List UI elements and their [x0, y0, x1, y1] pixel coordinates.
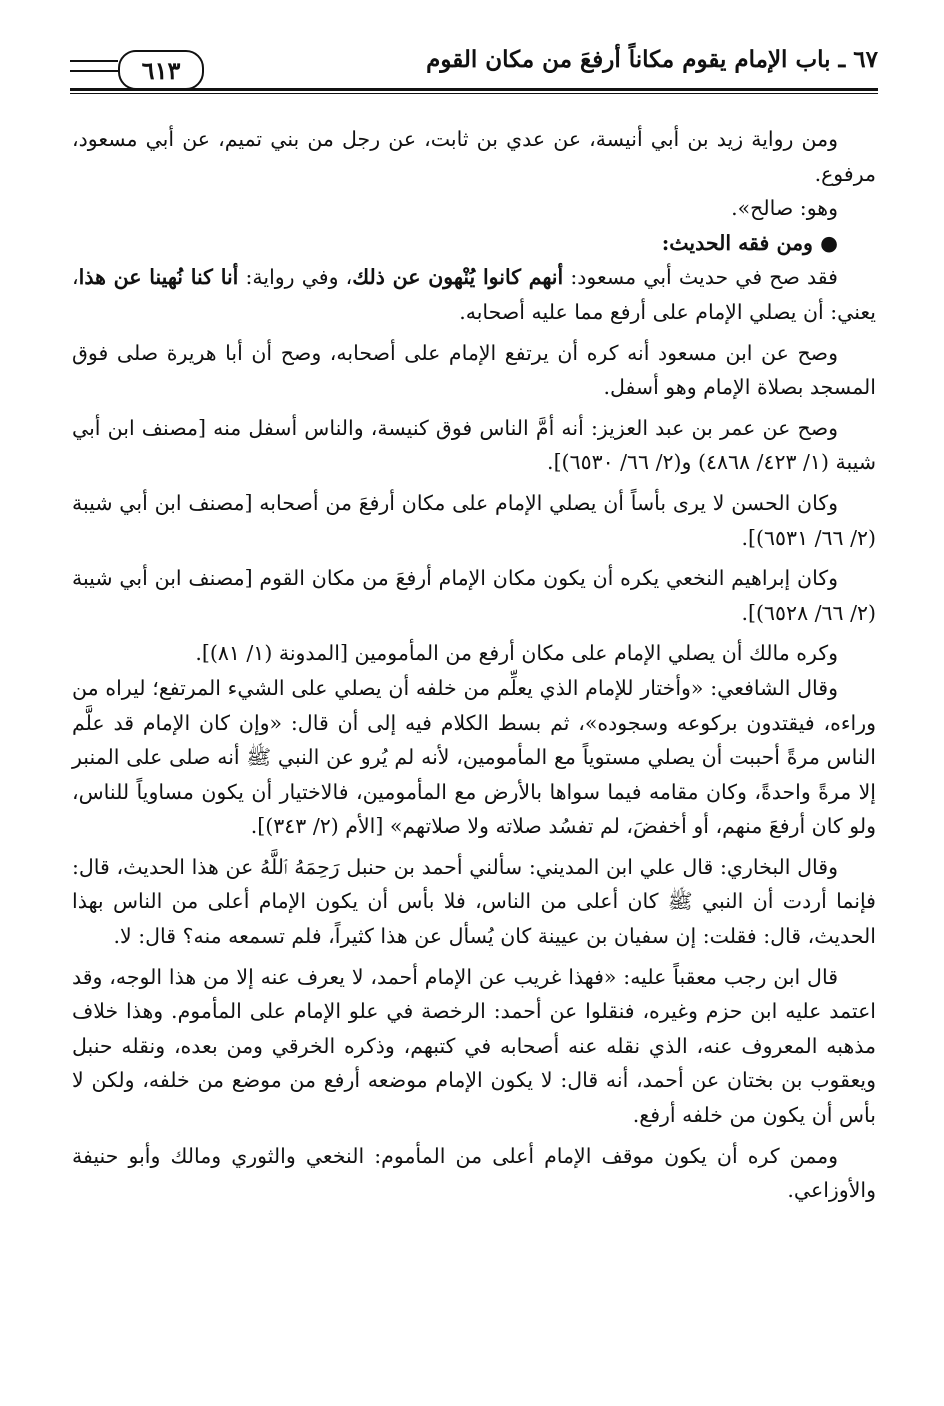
paragraph-11: قال ابن رجب معقباً عليه: «فهذا غريب عن الإمام أحمد، لا يعرف عنه إلا من هذا الوجه، وقد اعتمد عليه ابن حزم وغيره، فنقلوا عن أحمد: الرخصة في علو الإمام على المأموم. وهذا خلاف مذهبه المعروف عنه، الذي نقله عنه أصحابه في كتبهم، وذكره الخرقي ومن بعده، ونقله حنبل ويعقوب بن بختان عن أحمد، أنه قال: لا يكون الإمام موضعه أرفع من موضع من خلفه، ولكن لا بأس أن يكون من خلفه أرفع.	[72, 964, 876, 1128]
paragraph-3	[72, 260, 876, 329]
page-body	[72, 122, 876, 1208]
paragraph-10: وقال البخاري: قال علي ابن المديني: سألني أحمد بن حنبل رَحِمَهُ ٱللَّهُ عن هذا الحديث، قال: فإنما أردت أن النبي ﷺ كان أعلى من الناس، فلا بأس أن يكون الإمام أعلى من الناس بهذا الحديث، قال: فقلت: إن سفيان بن عيينة كان يُسأل عن هذا كثيراً، فلم تسمعه منه؟ قال: لا.	[72, 854, 876, 949]
paragraph-3-end: ، يعني: أن يصلي الإمام على أرفع مما عليه أصحابه.	[72, 265, 876, 324]
paragraph-6: وكان الحسن لا يرى بأساً أن يصلي الإمام على مكان أرفعَ من أصحابه [مصنف ابن أبي شيبة (٢/ ٦٦/ ٦٥٣١)].	[72, 490, 876, 550]
paragraph-3-mid: ، وفي رواية:	[238, 265, 353, 290]
paragraph-3-quote-2: أنا كنا نُهينا عن هذا	[78, 265, 239, 290]
paragraph-2: وهو: صالح».	[731, 196, 838, 221]
section-heading: ● ومن فقه الحديث:	[661, 230, 838, 255]
paragraph-3-quote-1: أنهم كانوا يُنْهون عن ذلك	[352, 265, 564, 290]
paragraph-8: وكره مالك أن يصلي الإمام على مكان أرفع من المأمومين [المدونة (١/ ٨١)].	[195, 641, 838, 666]
paragraph-12: وممن كره أن يكون موقف الإمام أعلى من المأموم: النخعي والثوري ومالك وأبو حنيفة والأوزاعي.	[72, 1143, 876, 1203]
paragraph-5: وصح عن عمر بن عبد العزيز: أنه أمَّ الناس فوق كنيسة، والناس أسفل منه [مصنف ابن أبي شيبة (١/ ٤٢٣/ ٤٨٦٨) و(٢/ ٦٦/ ٦٥٣٠)].	[72, 415, 876, 475]
paragraph-4: وصح عن ابن مسعود أنه كره أن يرتفع الإمام على أصحابه، وصح أن أبا هريرة صلى فوق المسجد بصلاة الإمام وهو أسفل.	[72, 340, 876, 400]
header-rule-thin	[70, 93, 878, 94]
header-rule	[70, 88, 878, 91]
chapter-title: ٦٧ ـ باب الإمام يقوم مكاناً أرفعَ من مكان القوم	[426, 46, 878, 73]
paragraph-3-intro: فقد صح في حديث أبي مسعود:	[563, 265, 838, 290]
page-number: ٦١٣	[118, 50, 204, 90]
paragraph-7: وكان إبراهيم النخعي يكره أن يكون مكان الإمام أرفعَ من مكان القوم [مصنف ابن أبي شيبة (٢/ ٦٦/ ٦٥٢٨)].	[72, 566, 876, 625]
paragraph-1: ومن رواية زيد بن أبي أنيسة، عن عدي بن ثابت، عن رجل من بني تميم، عن أبي مسعود، مرفوع.	[72, 127, 876, 186]
paragraph-9: وقال الشافعي: «وأختار للإمام الذي يعلِّم من خلفه أن يصلي على الشيء المرتفع؛ ليراه من وراءه، فيقتدون بركوعه وسجوده»، ثم بسط الكلام فيه إلى أن قال: «وإن كان الإمام قد علَّم الناس مرةً أحببت أن يصلي مستوياً مع المأمومين، لأنه لم يُرو عن النبي ﷺ أنه صلى على المنبر إلا مرةً واحدةً، وكان مقامه فيما سواها بالأرض مع المأمومين، فالاختيار أن يكون مساوياً للناس، ولو كان أرفعَ منهم، أو أخفضَ، لم تفسُد صلاته ولا صلاتهم» [الأم (٢/ ٣٤٣)].	[72, 675, 876, 839]
page-number-ornament	[70, 60, 118, 72]
